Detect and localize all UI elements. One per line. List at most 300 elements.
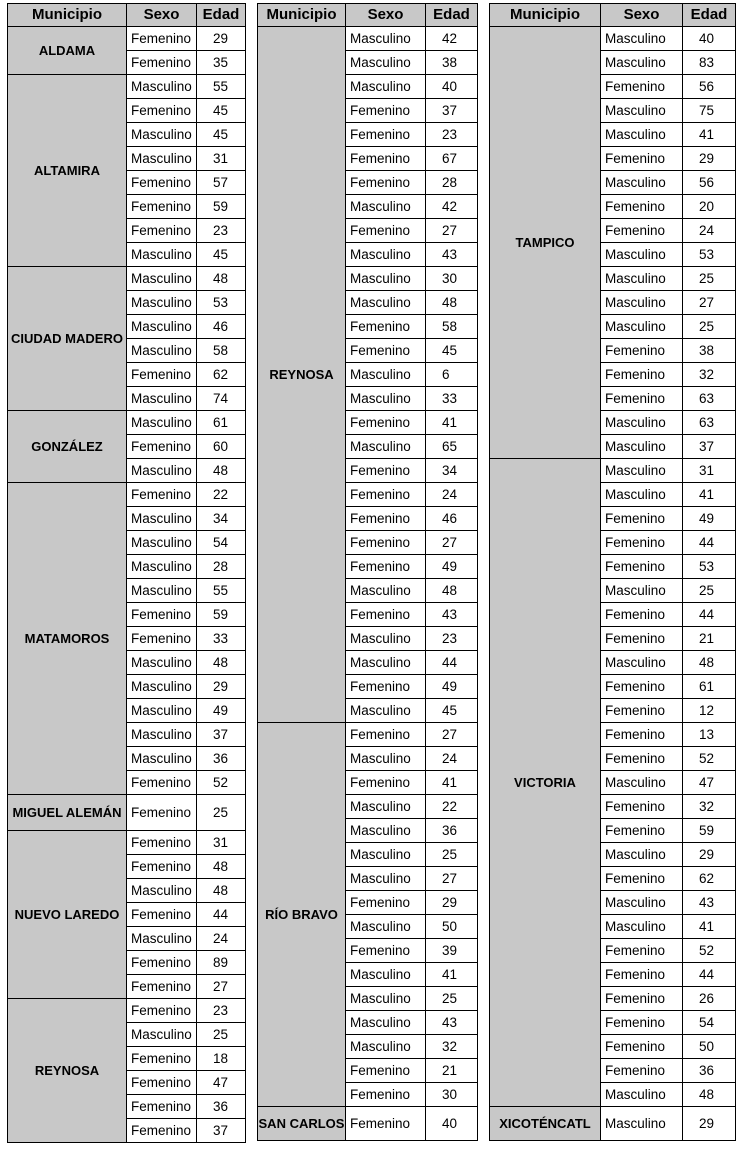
sexo-cell: Femenino — [127, 831, 197, 855]
edad-cell: 53 — [683, 555, 736, 579]
edad-cell: 27 — [426, 531, 478, 555]
edad-cell: 36 — [197, 1095, 246, 1119]
sexo-cell: Femenino — [601, 963, 683, 987]
edad-cell: 48 — [197, 855, 246, 879]
sexo-cell: Femenino — [346, 459, 426, 483]
sexo-cell: Masculino — [127, 387, 197, 411]
sexo-cell: Femenino — [346, 219, 426, 243]
sexo-cell: Masculino — [127, 579, 197, 603]
municipio-cell: REYNOSA — [258, 27, 346, 723]
edad-cell: 24 — [426, 747, 478, 771]
edad-cell: 45 — [426, 699, 478, 723]
edad-cell: 49 — [426, 555, 478, 579]
sexo-cell: Femenino — [127, 627, 197, 651]
sexo-cell: Masculino — [601, 1083, 683, 1107]
edad-cell: 42 — [426, 195, 478, 219]
sexo-cell: Masculino — [346, 243, 426, 267]
sexo-cell: Femenino — [346, 99, 426, 123]
edad-cell: 59 — [197, 195, 246, 219]
edad-cell: 44 — [683, 603, 736, 627]
municipio-cell: SAN CARLOS — [258, 1107, 346, 1141]
edad-cell: 48 — [683, 1083, 736, 1107]
edad-cell: 55 — [197, 579, 246, 603]
edad-cell: 18 — [197, 1047, 246, 1071]
table-row — [8, 999, 246, 1023]
edad-cell: 24 — [426, 483, 478, 507]
sexo-cell: Femenino — [601, 387, 683, 411]
sexo-cell: Masculino — [601, 915, 683, 939]
header-edad: Edad — [197, 4, 246, 27]
sexo-cell: Femenino — [346, 891, 426, 915]
sexo-cell: Femenino — [346, 603, 426, 627]
header-sexo: Sexo — [127, 4, 197, 27]
sexo-cell: Femenino — [346, 1083, 426, 1107]
edad-cell: 46 — [197, 315, 246, 339]
edad-cell: 29 — [197, 27, 246, 51]
sexo-cell: Femenino — [601, 1059, 683, 1083]
sexo-cell: Masculino — [346, 819, 426, 843]
edad-cell: 27 — [197, 975, 246, 999]
edad-cell: 30 — [426, 267, 478, 291]
table-row — [8, 411, 246, 435]
municipio-table-middle — [257, 3, 478, 1141]
sexo-cell: Femenino — [127, 1095, 197, 1119]
sexo-cell: Masculino — [346, 363, 426, 387]
sexo-cell: Femenino — [127, 171, 197, 195]
sexo-cell: Masculino — [346, 435, 426, 459]
sexo-cell: Masculino — [127, 291, 197, 315]
municipio-cell: VICTORIA — [490, 459, 601, 1107]
edad-cell: 62 — [683, 867, 736, 891]
edad-cell: 36 — [426, 819, 478, 843]
sexo-cell: Masculino — [601, 651, 683, 675]
sexo-cell: Femenino — [346, 771, 426, 795]
edad-cell: 37 — [683, 435, 736, 459]
edad-cell: 6 — [426, 363, 478, 387]
sexo-cell: Masculino — [601, 99, 683, 123]
sexo-cell: Masculino — [127, 1023, 197, 1047]
sexo-cell: Femenino — [601, 723, 683, 747]
edad-cell: 27 — [426, 867, 478, 891]
header-edad: Edad — [426, 4, 478, 27]
sexo-cell: Masculino — [127, 267, 197, 291]
sexo-cell: Masculino — [601, 51, 683, 75]
edad-cell: 24 — [683, 219, 736, 243]
sexo-cell: Femenino — [601, 819, 683, 843]
sexo-cell: Masculino — [346, 267, 426, 291]
sexo-cell: Masculino — [127, 75, 197, 99]
sexo-cell: Femenino — [127, 1119, 197, 1143]
sexo-cell: Femenino — [127, 435, 197, 459]
table-row — [490, 1107, 736, 1141]
sexo-cell: Femenino — [601, 147, 683, 171]
edad-cell: 48 — [197, 459, 246, 483]
edad-cell: 32 — [683, 795, 736, 819]
edad-cell: 34 — [426, 459, 478, 483]
edad-cell: 26 — [683, 987, 736, 1011]
table-row — [258, 27, 478, 51]
sexo-cell: Femenino — [601, 627, 683, 651]
sexo-cell: Masculino — [601, 315, 683, 339]
edad-cell: 56 — [683, 171, 736, 195]
edad-cell: 25 — [683, 579, 736, 603]
sexo-cell: Femenino — [601, 531, 683, 555]
municipio-cell: GONZÁLEZ — [8, 411, 127, 483]
edad-cell: 55 — [197, 75, 246, 99]
edad-cell: 49 — [426, 675, 478, 699]
edad-cell: 29 — [683, 147, 736, 171]
sexo-cell: Masculino — [127, 243, 197, 267]
edad-cell: 21 — [683, 627, 736, 651]
sexo-cell: Femenino — [127, 771, 197, 795]
edad-cell: 35 — [197, 51, 246, 75]
sexo-cell: Masculino — [601, 27, 683, 51]
sexo-cell: Masculino — [127, 747, 197, 771]
municipio-cell: MATAMOROS — [8, 483, 127, 795]
sexo-cell: Masculino — [127, 879, 197, 903]
edad-cell: 32 — [683, 363, 736, 387]
sexo-cell: Masculino — [601, 171, 683, 195]
edad-cell: 28 — [426, 171, 478, 195]
table-row — [8, 27, 246, 51]
edad-cell: 56 — [683, 75, 736, 99]
edad-cell: 44 — [683, 531, 736, 555]
header-municipio: Municipio — [258, 4, 346, 27]
edad-cell: 61 — [683, 675, 736, 699]
edad-cell: 46 — [426, 507, 478, 531]
sexo-cell: Femenino — [601, 699, 683, 723]
sexo-cell: Masculino — [346, 75, 426, 99]
sexo-cell: Femenino — [127, 1071, 197, 1095]
table-row — [258, 723, 478, 747]
edad-cell: 53 — [197, 291, 246, 315]
header-sexo: Sexo — [346, 4, 426, 27]
table-row — [490, 459, 736, 483]
sexo-cell: Femenino — [346, 939, 426, 963]
edad-cell: 62 — [197, 363, 246, 387]
edad-cell: 25 — [683, 315, 736, 339]
edad-cell: 45 — [197, 99, 246, 123]
table-row — [8, 483, 246, 507]
edad-cell: 48 — [683, 651, 736, 675]
sexo-cell: Femenino — [127, 99, 197, 123]
sexo-cell: Femenino — [346, 171, 426, 195]
sexo-cell: Masculino — [601, 291, 683, 315]
edad-cell: 41 — [683, 123, 736, 147]
edad-cell: 75 — [683, 99, 736, 123]
sexo-cell: Masculino — [346, 1035, 426, 1059]
edad-cell: 31 — [683, 459, 736, 483]
sexo-cell: Femenino — [346, 411, 426, 435]
edad-cell: 48 — [197, 879, 246, 903]
municipio-cell: NUEVO LAREDO — [8, 831, 127, 999]
edad-cell: 23 — [197, 219, 246, 243]
sexo-cell: Femenino — [127, 975, 197, 999]
sexo-cell: Masculino — [601, 459, 683, 483]
edad-cell: 30 — [426, 1083, 478, 1107]
edad-cell: 83 — [683, 51, 736, 75]
edad-cell: 44 — [197, 903, 246, 927]
edad-cell: 22 — [197, 483, 246, 507]
sexo-cell: Femenino — [346, 339, 426, 363]
sexo-cell: Masculino — [127, 723, 197, 747]
sexo-cell: Femenino — [601, 219, 683, 243]
sexo-cell: Masculino — [346, 699, 426, 723]
municipio-cell: TAMPICO — [490, 27, 601, 459]
sexo-cell: Femenino — [601, 195, 683, 219]
sexo-cell: Femenino — [601, 603, 683, 627]
edad-cell: 33 — [197, 627, 246, 651]
sexo-cell: Masculino — [346, 579, 426, 603]
edad-cell: 39 — [426, 939, 478, 963]
sexo-cell: Masculino — [346, 915, 426, 939]
sexo-cell: Masculino — [346, 795, 426, 819]
sexo-cell: Femenino — [346, 1107, 426, 1141]
edad-cell: 63 — [683, 387, 736, 411]
sexo-cell: Masculino — [346, 195, 426, 219]
sexo-cell: Masculino — [127, 123, 197, 147]
edad-cell: 29 — [683, 843, 736, 867]
municipio-cell: RÍO BRAVO — [258, 723, 346, 1107]
sexo-cell: Femenino — [601, 75, 683, 99]
sexo-cell: Femenino — [127, 795, 197, 831]
edad-cell: 36 — [683, 1059, 736, 1083]
header-sexo: Sexo — [601, 4, 683, 27]
sexo-cell: Femenino — [346, 123, 426, 147]
sexo-cell: Femenino — [127, 363, 197, 387]
sexo-cell: Masculino — [601, 483, 683, 507]
sexo-cell: Masculino — [127, 651, 197, 675]
edad-cell: 60 — [197, 435, 246, 459]
sexo-cell: Masculino — [346, 387, 426, 411]
sexo-cell: Masculino — [346, 1011, 426, 1035]
sexo-cell: Masculino — [127, 927, 197, 951]
sexo-cell: Masculino — [127, 459, 197, 483]
sexo-cell: Femenino — [601, 363, 683, 387]
edad-cell: 49 — [197, 699, 246, 723]
edad-cell: 22 — [426, 795, 478, 819]
edad-cell: 34 — [197, 507, 246, 531]
edad-cell: 29 — [197, 675, 246, 699]
sexo-cell: Masculino — [346, 27, 426, 51]
edad-cell: 45 — [426, 339, 478, 363]
sexo-cell: Femenino — [127, 999, 197, 1023]
edad-cell: 47 — [197, 1071, 246, 1095]
sexo-cell: Femenino — [127, 855, 197, 879]
edad-cell: 59 — [197, 603, 246, 627]
edad-cell: 41 — [683, 915, 736, 939]
sexo-cell: Masculino — [601, 579, 683, 603]
sexo-cell: Femenino — [346, 723, 426, 747]
sexo-cell: Femenino — [127, 1047, 197, 1071]
edad-cell: 63 — [683, 411, 736, 435]
edad-cell: 25 — [426, 843, 478, 867]
sexo-cell: Masculino — [127, 699, 197, 723]
sexo-cell: Femenino — [127, 219, 197, 243]
edad-cell: 40 — [426, 75, 478, 99]
edad-cell: 29 — [426, 891, 478, 915]
sexo-cell: Femenino — [601, 867, 683, 891]
edad-cell: 50 — [426, 915, 478, 939]
sexo-cell: Femenino — [346, 675, 426, 699]
sexo-cell: Masculino — [601, 243, 683, 267]
edad-cell: 33 — [426, 387, 478, 411]
edad-cell: 48 — [426, 291, 478, 315]
edad-cell: 45 — [197, 243, 246, 267]
sexo-cell: Masculino — [601, 267, 683, 291]
sexo-cell: Masculino — [601, 843, 683, 867]
edad-cell: 25 — [197, 795, 246, 831]
edad-cell: 23 — [197, 999, 246, 1023]
sexo-cell: Masculino — [127, 339, 197, 363]
edad-cell: 29 — [683, 1107, 736, 1141]
sexo-cell: Femenino — [601, 555, 683, 579]
municipio-cell: XICOTÉNCATL — [490, 1107, 601, 1141]
municipio-table-right — [489, 3, 736, 1141]
edad-cell: 27 — [683, 291, 736, 315]
edad-cell: 65 — [426, 435, 478, 459]
edad-cell: 36 — [197, 747, 246, 771]
edad-cell: 25 — [426, 987, 478, 1011]
sexo-cell: Masculino — [346, 651, 426, 675]
header-edad: Edad — [683, 4, 736, 27]
edad-cell: 44 — [683, 963, 736, 987]
municipio-cell: ALTAMIRA — [8, 75, 127, 267]
sexo-cell: Femenino — [346, 315, 426, 339]
edad-cell: 74 — [197, 387, 246, 411]
sexo-cell: Masculino — [127, 411, 197, 435]
sexo-cell: Masculino — [127, 555, 197, 579]
edad-cell: 47 — [683, 771, 736, 795]
edad-cell: 41 — [426, 411, 478, 435]
edad-cell: 38 — [683, 339, 736, 363]
edad-cell: 43 — [426, 1011, 478, 1035]
sexo-cell: Masculino — [346, 987, 426, 1011]
edad-cell: 25 — [683, 267, 736, 291]
edad-cell: 50 — [683, 1035, 736, 1059]
edad-cell: 37 — [426, 99, 478, 123]
sexo-cell: Femenino — [601, 795, 683, 819]
edad-cell: 54 — [197, 531, 246, 555]
edad-cell: 21 — [426, 1059, 478, 1083]
edad-cell: 23 — [426, 123, 478, 147]
edad-cell: 54 — [683, 1011, 736, 1035]
sexo-cell: Masculino — [601, 771, 683, 795]
sexo-cell: Femenino — [346, 483, 426, 507]
header-municipio: Municipio — [8, 4, 127, 27]
edad-cell: 28 — [197, 555, 246, 579]
sexo-cell: Femenino — [346, 531, 426, 555]
table-row — [8, 75, 246, 99]
edad-cell: 13 — [683, 723, 736, 747]
edad-cell: 53 — [683, 243, 736, 267]
sexo-cell: Masculino — [346, 843, 426, 867]
table-row — [8, 831, 246, 855]
edad-cell: 31 — [197, 831, 246, 855]
edad-cell: 89 — [197, 951, 246, 975]
municipio-cell: MIGUEL ALEMÁN — [8, 795, 127, 831]
sexo-cell: Masculino — [127, 531, 197, 555]
sexo-cell: Femenino — [346, 147, 426, 171]
edad-cell: 61 — [197, 411, 246, 435]
edad-cell: 43 — [683, 891, 736, 915]
edad-cell: 58 — [197, 339, 246, 363]
sexo-cell: Masculino — [127, 507, 197, 531]
table-row — [490, 27, 736, 51]
sexo-cell: Femenino — [601, 507, 683, 531]
edad-cell: 41 — [683, 483, 736, 507]
edad-cell: 41 — [426, 771, 478, 795]
sexo-cell: Femenino — [601, 675, 683, 699]
sexo-cell: Femenino — [346, 1059, 426, 1083]
sexo-cell: Masculino — [601, 1107, 683, 1141]
sexo-cell: Femenino — [601, 747, 683, 771]
edad-cell: 44 — [426, 651, 478, 675]
edad-cell: 48 — [197, 651, 246, 675]
edad-cell: 41 — [426, 963, 478, 987]
sexo-cell: Femenino — [127, 195, 197, 219]
edad-cell: 32 — [426, 1035, 478, 1059]
sexo-cell: Femenino — [601, 987, 683, 1011]
sexo-cell: Masculino — [346, 963, 426, 987]
edad-cell: 20 — [683, 195, 736, 219]
table-row — [8, 795, 246, 831]
edad-cell: 25 — [197, 1023, 246, 1047]
municipio-table-left — [7, 3, 246, 1143]
sexo-cell: Femenino — [127, 51, 197, 75]
sexo-cell: Femenino — [127, 483, 197, 507]
sexo-cell: Masculino — [346, 291, 426, 315]
sexo-cell: Femenino — [601, 939, 683, 963]
edad-cell: 58 — [426, 315, 478, 339]
edad-cell: 48 — [426, 579, 478, 603]
sexo-cell: Femenino — [346, 555, 426, 579]
municipio-cell: ALDAMA — [8, 27, 127, 75]
edad-cell: 31 — [197, 147, 246, 171]
edad-cell: 40 — [683, 27, 736, 51]
edad-cell: 42 — [426, 27, 478, 51]
sexo-cell: Femenino — [346, 507, 426, 531]
edad-cell: 52 — [197, 771, 246, 795]
edad-cell: 37 — [197, 723, 246, 747]
header-municipio: Municipio — [490, 4, 601, 27]
municipio-cell: REYNOSA — [8, 999, 127, 1143]
edad-cell: 40 — [426, 1107, 478, 1141]
edad-cell: 43 — [426, 243, 478, 267]
edad-cell: 52 — [683, 747, 736, 771]
edad-cell: 43 — [426, 603, 478, 627]
edad-cell: 38 — [426, 51, 478, 75]
table-row — [8, 267, 246, 291]
sexo-cell: Femenino — [601, 1011, 683, 1035]
sexo-cell: Femenino — [127, 951, 197, 975]
sexo-cell: Masculino — [346, 627, 426, 651]
sexo-cell: Masculino — [601, 435, 683, 459]
sexo-cell: Masculino — [601, 411, 683, 435]
sexo-cell: Masculino — [601, 123, 683, 147]
edad-cell: 24 — [197, 927, 246, 951]
edad-cell: 59 — [683, 819, 736, 843]
sexo-cell: Masculino — [127, 675, 197, 699]
edad-cell: 37 — [197, 1119, 246, 1143]
edad-cell: 27 — [426, 723, 478, 747]
sexo-cell: Femenino — [601, 339, 683, 363]
table-row — [258, 1107, 478, 1141]
sexo-cell: Femenino — [127, 903, 197, 927]
edad-cell: 23 — [426, 627, 478, 651]
sexo-cell: Masculino — [346, 51, 426, 75]
edad-cell: 27 — [426, 219, 478, 243]
